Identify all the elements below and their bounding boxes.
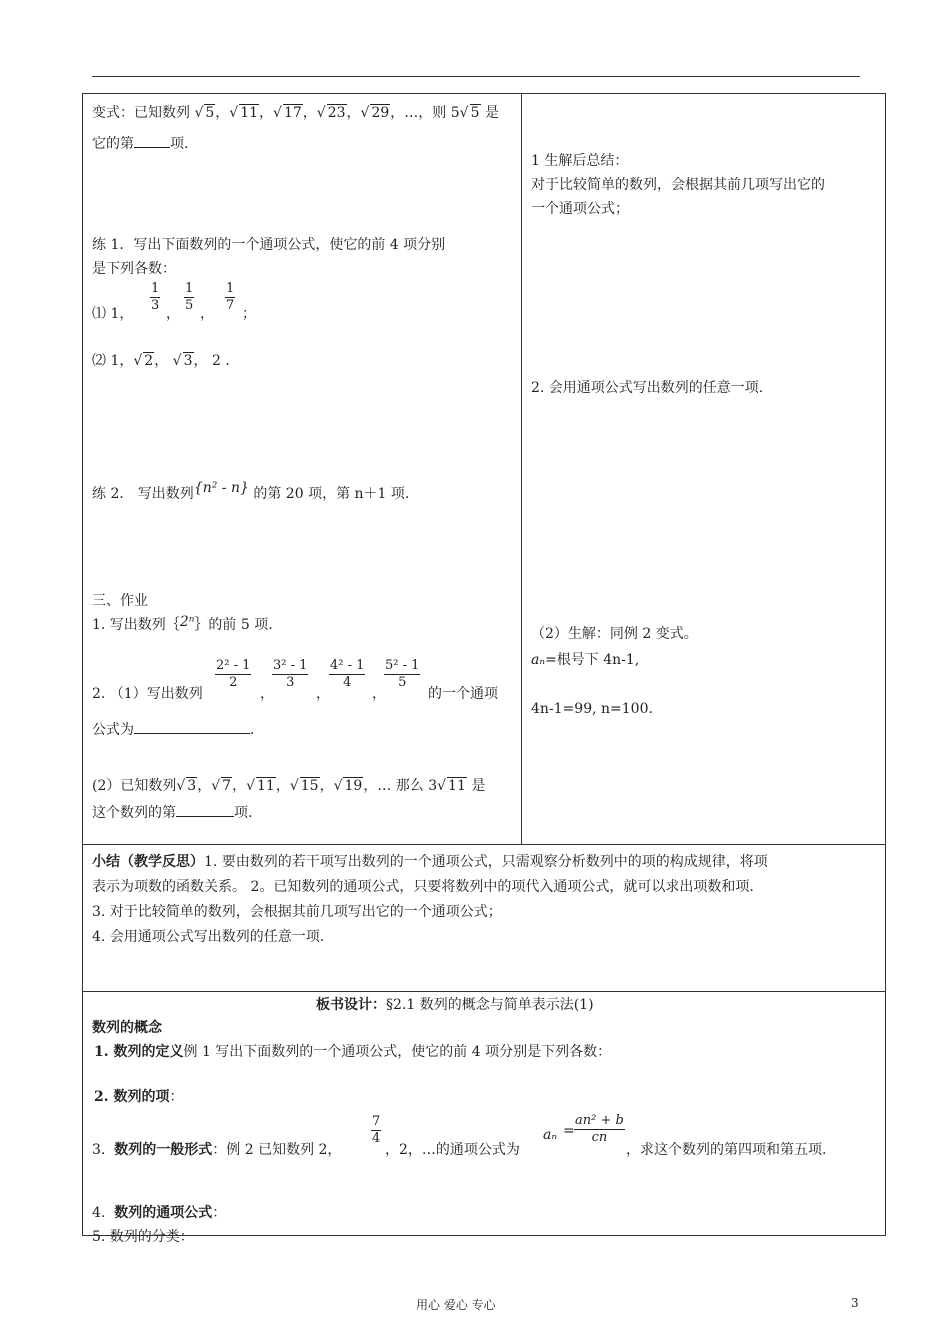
summary-line2: 表示为项数的函数关系。 2。已知数列的通项公式，只要将数列中的项代入通项公式，就可以求出项数和项. xyxy=(92,879,754,895)
exercise2-line: 练 2． 写出数列{n² - n} 的第 20 项，第 n＋1 项. xyxy=(92,480,410,502)
summary-line4: 4. 会用通项公式写出数列的任意一项. xyxy=(92,929,325,945)
exercise1-line1: 练 1．写出下面数列的一个通项公式，使它的前 4 项分别 xyxy=(92,237,446,253)
row-divider-summary xyxy=(82,844,886,845)
sqrt-15: √ 15 xyxy=(289,778,319,794)
board-item3-mid: ，2，…的通项公式为 xyxy=(385,1142,520,1158)
sqrt-target: √ 5 xyxy=(459,105,480,121)
comma: ， xyxy=(200,306,214,322)
hw2-fraction-4: $\frac{\text{5² - 1}}{5}$ xyxy=(385,658,420,690)
hw2-fraction-3: $\frac{\text{4² - 1}}{4}$ xyxy=(330,658,365,690)
right-solution-formula: aₙ=根号下 4n-1, xyxy=(531,652,640,668)
sqrt-5: √ 5 xyxy=(194,105,215,121)
homework-2-line2: 公式为 . xyxy=(92,719,254,740)
sqrt-19: √ 19 xyxy=(333,778,363,794)
board-fraction-7-4: $\frac{7}{4}$ xyxy=(372,1114,381,1146)
hw2-fraction-2: $\frac{\text{3² - 1}}{3}$ xyxy=(273,658,308,690)
right-point2: 2. 会用通项公式写出数列的任意一项. xyxy=(531,380,764,396)
board-an: aₙ xyxy=(543,1127,558,1143)
sqrt-23: √ 23 xyxy=(316,105,346,121)
footer-motto: 用心 爱心 专心 xyxy=(416,1298,496,1312)
comma: ， xyxy=(316,686,330,702)
comma: ， xyxy=(372,686,386,702)
homework-2-suffix: 的一个通项 xyxy=(428,686,498,702)
board-heading: 数列的概念 xyxy=(92,1020,162,1036)
board-title: 板书设计：§2.1 数列的概念与简单表示法(1) xyxy=(316,997,594,1013)
sqrt-11: √ 11 xyxy=(229,105,259,121)
board-item2: 2. 数列的项： xyxy=(94,1089,184,1105)
summary-line3: 3. 对于比较简单的数列，会根据其前几项写出它的一个通项公式； xyxy=(92,904,502,920)
board-equals: = xyxy=(563,1123,575,1139)
exercise1-part1-label: ⑴ 1， xyxy=(92,306,134,322)
semicolon: ； xyxy=(242,306,256,322)
header-rule xyxy=(92,76,860,77)
ex2-formula: {n² - n} xyxy=(193,480,249,496)
sqrt-3: √ 3 xyxy=(172,353,193,369)
fraction-1-3: $\frac{1}{3}$ xyxy=(151,281,160,313)
homework-3-line2: 这个数列的第 项. xyxy=(92,802,252,823)
answer-blank[interactable] xyxy=(134,133,170,148)
fraction-1-5: $\frac{1}{5}$ xyxy=(185,281,194,313)
row-divider-board xyxy=(82,991,886,992)
homework-2-prefix: 2. （1）写出数列 xyxy=(92,686,203,702)
sqrt-17: √ 17 xyxy=(273,105,302,121)
hw2-fraction-1: $\frac{\text{2² - 1}}{2}$ xyxy=(216,658,251,690)
sqrt-29: √ 29 xyxy=(360,105,390,121)
homework-1: 1. 写出数列｛2ⁿ｝的前 5 项. xyxy=(92,614,273,633)
right-solution-title: （2）生解：同例 2 变式。 xyxy=(531,626,698,642)
exercise1-line2: 是下列各数： xyxy=(92,261,176,277)
board-item3-label: 3. 数列的一般形式：例 2 已知数列 2， xyxy=(92,1142,342,1158)
content-table xyxy=(82,93,886,1236)
sqrt-target-11: √ 11 xyxy=(437,778,466,794)
sqrt-2: √ 2 xyxy=(133,353,154,369)
exercise1-part2: ⑵ 1，√ 2， √ 3， 2 . xyxy=(92,353,230,369)
right-summary-title: 1 生解后总结： xyxy=(531,153,629,169)
summary-line1: 小结（教学反思）1. 要由数列的若干项写出数列的一个通项公式，只需观察分析数列中的项的构成规律，将项 xyxy=(92,854,768,870)
board-item1: 1. 数列的定义例 1 写出下面数列的一个通项公式，使它的前 4 项分别是下列各数： xyxy=(94,1044,612,1060)
board-item4: 4. 数列的通项公式： xyxy=(92,1205,227,1221)
variant-line2: 它的第 项. xyxy=(92,133,188,154)
right-summary-line2: 一个通项公式； xyxy=(531,201,629,217)
board-general-formula: $\frac{\text{an² + b}}{cn}$ xyxy=(575,1113,624,1145)
board-item3-end: ，求这个数列的第四项和第五项. xyxy=(626,1142,827,1158)
term-blank[interactable] xyxy=(176,802,234,817)
fraction-1-7: $\frac{1}{7}$ xyxy=(226,281,235,313)
sqrt-3b: √ 3 xyxy=(176,778,197,794)
formula-blank[interactable] xyxy=(134,719,250,734)
column-divider xyxy=(521,93,522,844)
sqrt-7: √ 7 xyxy=(211,778,232,794)
variant-line: 变式：已知数列 √ 5，√ 11，√ 17，√ 23，√ 29，…，则 5√ 5 是 xyxy=(92,105,499,121)
right-solution-answer: 4n-1=99, n=100. xyxy=(531,701,653,717)
page-number: 3 xyxy=(851,1296,859,1310)
comma: ， xyxy=(260,686,274,702)
homework-title: 三、作业 xyxy=(92,593,148,609)
board-item5: 5. 数列的分类： xyxy=(92,1229,194,1245)
sqrt-11b: √ 11 xyxy=(246,778,275,794)
homework-3-line1: (2）已知数列√ 3，√ 7，√ 11，√ 15，√ 19，… 那么 3√ 11 是 xyxy=(92,778,486,794)
comma: ， xyxy=(166,306,180,322)
right-summary-line1: 对于比较简单的数列，会根据其前几项写出它的 xyxy=(531,177,825,193)
